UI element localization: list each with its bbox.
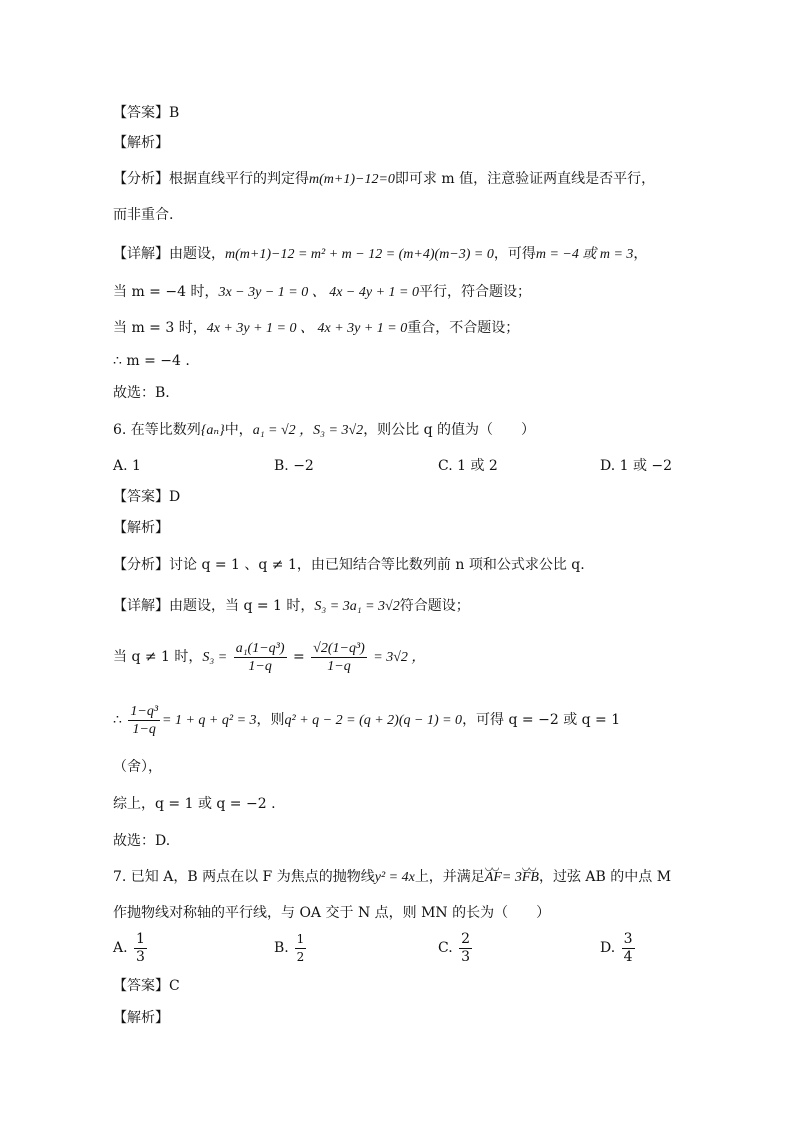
option-7-a-fraction: $\frac{1}{3}$ [136, 930, 145, 965]
answer-6: 【答案】D [113, 489, 181, 505]
therefore-6: ∴ $\frac{\text{1−q³}}{1-q}$ = 1 + q + q² = 3，则q² + q − 2 = (q + 2)(q − 1) = 0，可得 q = −2 或 q = 1 [113, 703, 621, 737]
option-6-c: C. 1 或 2 [438, 458, 498, 474]
option-7-c: C. $\frac{2}{3}$ [438, 930, 471, 965]
question-7-stem: 7. 已知 A，B 两点在以 F 为焦点的抛物线y² = 4x上，并满足◡◡ AF= 3◡◡ FB，过弦 AB 的中点 M [113, 867, 671, 888]
option-7-b-fraction: $\frac{1}{2}$ [296, 932, 305, 964]
option-6-a: A. 1 [113, 458, 141, 474]
analysis-heading-6: 【解析】 [113, 520, 169, 536]
vector-fb: ◡◡ FB [522, 868, 539, 888]
option-6-b: B. −2 [274, 458, 314, 474]
fenxi-5: 【分析】根据直线平行的判定得m(m+1)−12=0即可求 m 值，注意验证两直线是否平行， [113, 171, 656, 187]
choice-5: 故选：B. [113, 385, 170, 401]
analysis-heading-5: 【解析】 [113, 135, 169, 151]
fenxi-label: 【分析】 [113, 171, 169, 187]
discard-6: （舍）， [113, 759, 162, 775]
case-q-not-1: 当 q ≠ 1 时，S₃ = $\frac{\text{a₁(1−q³)}}{1-q}$ = $\frac{\text{√2(1−q³)}}{1-q}$ = 3√2 ， [113, 640, 426, 674]
answer-7: 【答案】C [113, 978, 180, 994]
analysis-heading-7: 【解析】 [113, 1010, 169, 1026]
option-7-b: B. $\frac{1}{2}$ [274, 932, 305, 964]
therefore-5: ∴ m = −4 . [113, 353, 190, 369]
question-7-stem-line2: 作抛物线对称轴的平行线，与 OA 交于 N 点，则 MN 的长为（ ） [113, 905, 551, 921]
fraction-3: $\frac{\text{1−q³}}{1-q}$ [130, 703, 159, 737]
case-m-neg4: 当 m = −4 时，3x − 3y − 1 = 0 、 4x − 4y + 1 = 0平行，符合题设； [113, 284, 531, 300]
fenxi-6: 【分析】讨论 q = 1 、q ≠ 1，由已知结合等比数列前 n 项和公式求公比 q. [113, 557, 585, 573]
fenxi-5-cont: 而非重合. [113, 207, 174, 223]
question-6-stem: 6. 在等比数列{aₙ}中，a₁ = √2 ，S₃ = 3√2，则公比 q 的值为（ ） [113, 422, 536, 438]
xiangjie-6: 【详解】由题设，当 q = 1 时，S₃ = 3a₁ = 3√2符合题设； [113, 598, 470, 614]
option-7-d-fraction: $\frac{3}{4}$ [623, 930, 633, 965]
choice-6: 故选：D. [113, 833, 171, 849]
option-7-d: D. $\frac{3}{4}$ [600, 930, 633, 965]
vector-af: ◡◡ AF [485, 868, 502, 888]
answer-5: 【答案】B [113, 105, 180, 121]
summary-6: 综上，q = 1 或 q = −2 . [113, 796, 276, 812]
case-m-3: 当 m = 3 时，4x + 3y + 1 = 0 、 4x + 3y + 1 = 0重合，不合题设； [113, 320, 520, 336]
fraction-2: $\frac{\text{√2(1−q³)}}{1-q}$ [313, 640, 365, 674]
option-7-a: A. $\frac{1}{3}$ [113, 930, 145, 965]
option-7-c-fraction: $\frac{2}{3}$ [461, 930, 471, 965]
xiangjie-label: 【详解】 [113, 246, 169, 262]
xiangjie-5: 【详解】由题设，m(m+1)−12 = m² + m − 12 = (m+4)(m−3) = 0，可得m = −4 或 m = 3， [113, 246, 648, 262]
option-6-d: D. 1 或 −2 [600, 458, 673, 474]
fraction-1: $\frac{\text{a₁(1−q³)}}{1-q}$ [235, 640, 285, 674]
